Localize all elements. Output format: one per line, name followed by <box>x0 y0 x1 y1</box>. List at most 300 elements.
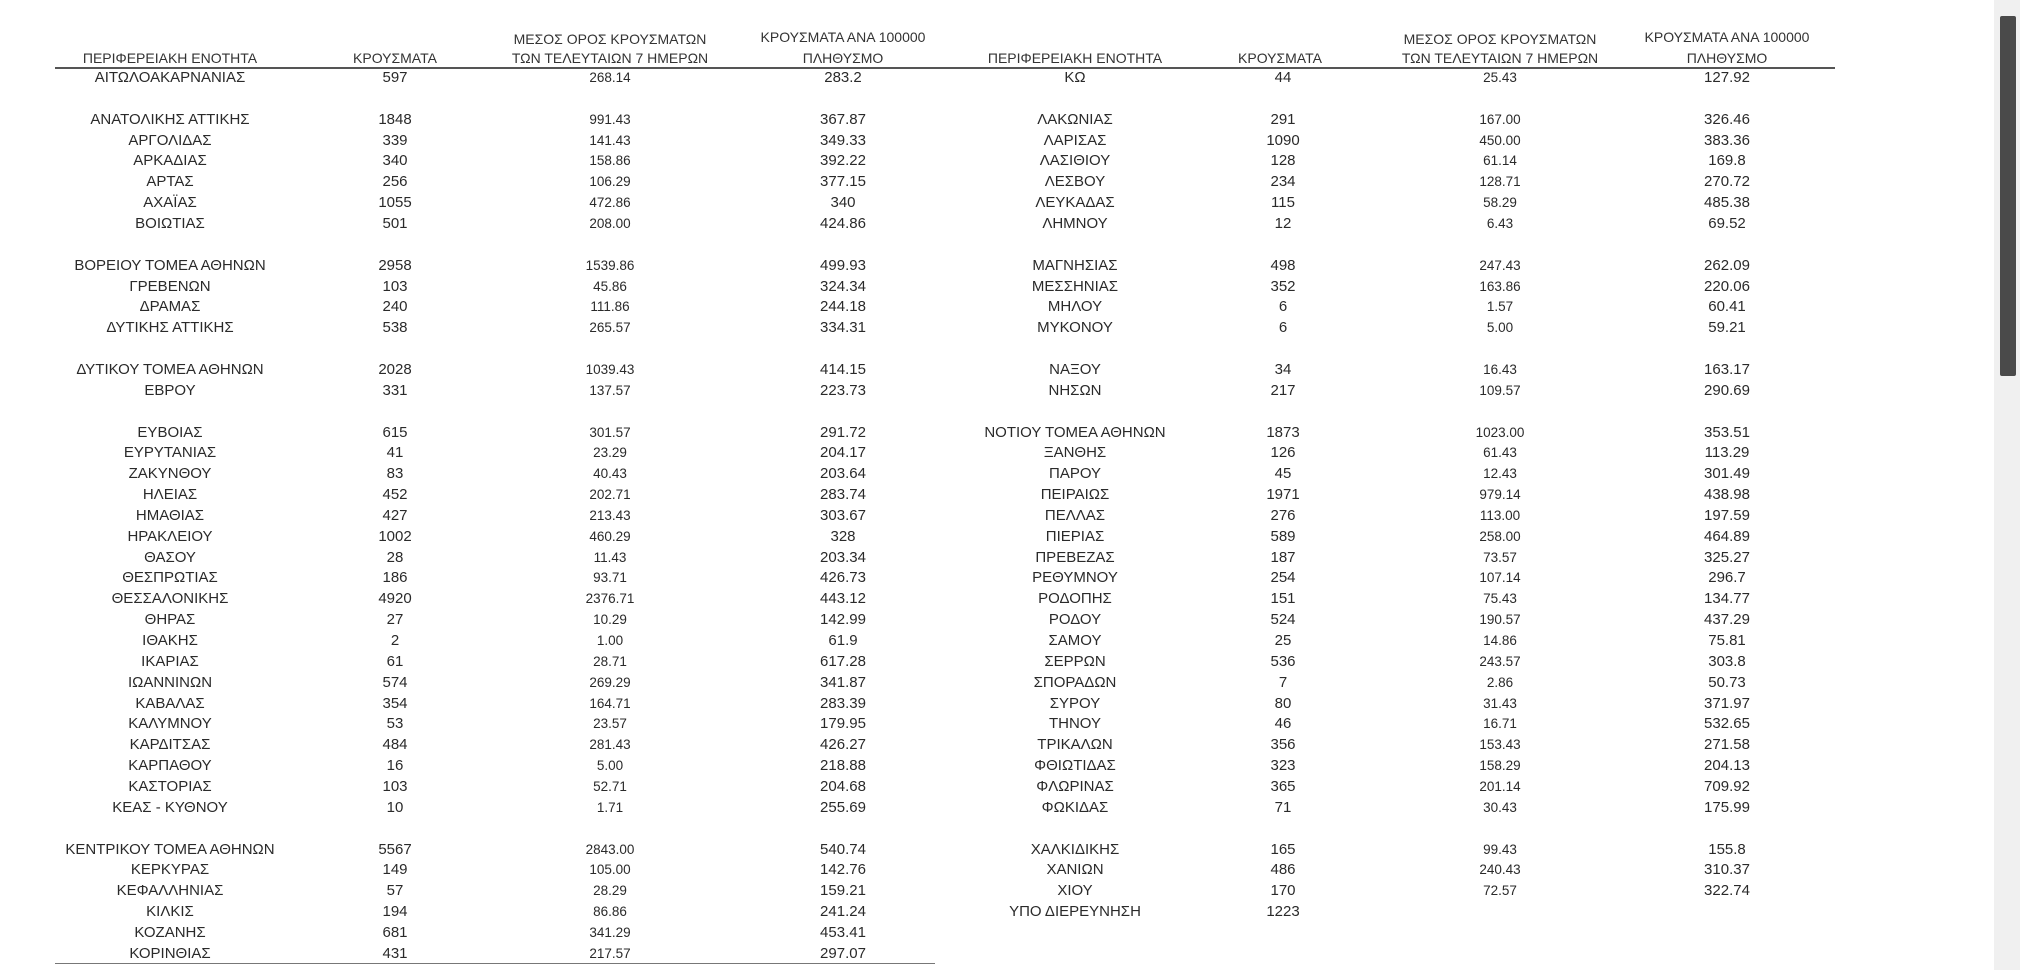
table-cell-region: ΣΑΜΟΥ <box>1048 632 1102 649</box>
table-cell-per100k: 426.27 <box>820 736 866 754</box>
table-cell-per100k: 175.99 <box>1704 798 1750 816</box>
table-cell-cases: 2 <box>390 632 400 649</box>
table-cell-region: ΑΡΤΑΣ <box>146 173 194 191</box>
table-cell-per100k: 367.87 <box>820 110 866 128</box>
table-cell-cases: 339 <box>382 131 408 149</box>
table-cell-cases: 27 <box>386 611 404 629</box>
table-cell-region: ΑΙΤΩΛΟΑΚΑΡΝΑΝΙΑΣ <box>94 69 246 86</box>
table-cell-per100k: 392.22 <box>820 152 866 170</box>
table-cell-avg7: 341.29 <box>589 924 631 940</box>
scrollbar-track[interactable] <box>1994 0 2020 970</box>
table-cell-per100k: 326.46 <box>1704 110 1750 128</box>
table-cell-per100k: 204.17 <box>820 444 866 462</box>
table-cell-region: ΚΩ <box>1064 69 1086 86</box>
table-cell-per100k: 271.58 <box>1704 736 1750 754</box>
table-cell-per100k: 203.34 <box>820 548 866 566</box>
table-cell-avg7: 31.43 <box>1483 695 1517 711</box>
table-cell-cases: 46 <box>1274 715 1292 733</box>
table-cell-per100k: 322.74 <box>1704 882 1750 900</box>
table-cell-region: ΙΘΑΚΗΣ <box>142 632 198 649</box>
table-cell-avg7: 107.14 <box>1479 570 1521 586</box>
table-cell-per100k: 60.41 <box>1708 298 1746 316</box>
table-cell-avg7: 106.29 <box>589 174 631 190</box>
table-cell-per100k: 75.81 <box>1708 632 1746 649</box>
table-cell-region: ΠΕΙΡΑΙΩΣ <box>1040 486 1110 503</box>
table-cell-avg7: 258.00 <box>1479 528 1521 544</box>
table-cell-avg7: 1.57 <box>1486 299 1514 315</box>
table-cell-region: ΦΛΩΡΙΝΑΣ <box>1036 777 1114 795</box>
table-cell-avg7: 153.43 <box>1479 737 1521 753</box>
table-cell-per100k: 532.65 <box>1704 715 1750 733</box>
table-cell-region: ΦΘΙΩΤΙΔΑΣ <box>1034 757 1116 775</box>
table-cell-region: ΔΥΤΙΚΗΣ ΑΤΤΙΚΗΣ <box>106 319 234 337</box>
table-cell-per100k: 179.95 <box>820 715 866 733</box>
table-cell-avg7: 201.14 <box>1479 778 1521 794</box>
table-cell-cases: 115 <box>1271 194 1295 212</box>
table-cell-avg7: 301.57 <box>589 424 631 440</box>
table-cell-region: ΠΡΕΒΕΖΑΣ <box>1035 548 1115 566</box>
table-cell-avg7: 2843.00 <box>585 841 635 857</box>
table-cell-per100k: 453.41 <box>820 923 866 941</box>
table-cell-cases: 254 <box>1270 569 1296 587</box>
table-cell-avg7: 72.57 <box>1483 883 1517 899</box>
table-cell-region: ΘΕΣΠΡΩΤΙΑΣ <box>122 569 218 587</box>
table-cell-cases: 452 <box>382 486 408 503</box>
table-cell-per100k: 127.92 <box>1704 69 1750 86</box>
table-cell-per100k: 325.27 <box>1704 548 1750 566</box>
table-cell-region: ΧΑΝΙΩΝ <box>1046 861 1104 879</box>
table-cell-cases: 165 <box>1270 840 1296 858</box>
table-cell-avg7: 164.71 <box>589 695 631 711</box>
table-cell-per100k: 69.52 <box>1708 215 1746 232</box>
table-cell-region: ΚΑΡΠΑΘΟΥ <box>128 757 212 775</box>
table-cell-cases: 128 <box>1270 152 1296 170</box>
table-cell-cases: 331 <box>382 381 408 399</box>
table-cell-cases: 126 <box>1270 444 1296 462</box>
header-cases-right: ΚΡΟΥΣΜΑΤΑ <box>1238 50 1322 66</box>
table-cell-region: ΕΥΡΥΤΑΝΙΑΣ <box>123 444 217 462</box>
table-cell-avg7: 281.43 <box>589 737 631 753</box>
table-cell-region: ΤΡΙΚΑΛΩΝ <box>1037 736 1113 754</box>
table-cell-region: ΑΡΓΟΛΙΔΑΣ <box>128 131 212 149</box>
table-cell-per100k: 283.74 <box>820 486 866 503</box>
table-cell-region: ΡΟΔΟΥ <box>1048 611 1102 629</box>
table-cell-region: ΒΟΙΩΤΙΑΣ <box>135 215 205 232</box>
table-cell-avg7: 28.29 <box>593 883 627 899</box>
table-cell-avg7: 217.57 <box>589 945 631 961</box>
table-cell-region: ΣΕΡΡΩΝ <box>1044 652 1106 670</box>
table-cell-avg7: 208.00 <box>589 216 631 231</box>
table-cell-region: ΘΑΣΟΥ <box>144 548 196 566</box>
table-cell-avg7: 450.00 <box>1479 132 1521 148</box>
table-cell-avg7: 30.43 <box>1483 799 1517 815</box>
table-cell-per100k: 296.7 <box>1708 569 1746 587</box>
table-cell-cases: 234 <box>1270 173 1296 191</box>
table-cell-region: ΦΩΚΙΔΑΣ <box>1041 798 1109 816</box>
table-cell-avg7: 1539.86 <box>585 257 635 273</box>
table-cell-cases: 681 <box>382 923 408 941</box>
table-cell-per100k: 113.29 <box>1704 444 1750 462</box>
table-cell-cases: 187 <box>1270 548 1296 566</box>
table-cell-avg7: 52.71 <box>593 778 627 794</box>
table-cell-cases: 149 <box>382 861 408 879</box>
table-cell-avg7: 16.43 <box>1483 361 1517 377</box>
table-cell-region: ΑΝΑΤΟΛΙΚΗΣ ΑΤΤΙΚΗΣ <box>90 110 250 128</box>
table-cell-avg7: 73.57 <box>1483 549 1517 565</box>
table-cell-region: ΛΑΚΩΝΙΑΣ <box>1037 110 1113 128</box>
table-cell-avg7: 247.43 <box>1479 257 1521 273</box>
table-cell-per100k: 540.74 <box>820 840 866 858</box>
table-cell-region: ΡΟΔΟΠΗΣ <box>1038 590 1112 608</box>
table-cell-region: ΚΕΦΑΛΛΗΝΙΑΣ <box>116 882 224 900</box>
table-cell-region: ΓΡΕΒΕΝΩΝ <box>129 277 211 295</box>
table-cell-per100k: 159.21 <box>820 882 866 900</box>
table-cell-cases: 597 <box>382 69 408 86</box>
table-cell-avg7: 5.00 <box>1486 320 1514 336</box>
table-cell-cases: 354 <box>382 694 408 712</box>
table-cell-cases: 41 <box>386 444 404 462</box>
table-cell-region: ΠΑΡΟΥ <box>1048 465 1102 483</box>
table-cell-avg7: 190.57 <box>1479 612 1521 628</box>
table-cell-avg7: 86.86 <box>593 904 627 919</box>
header-avg7-left-line1: ΜΕΣΟΣ ΟΡΟΣ ΚΡΟΥΣΜΑΤΩΝ <box>513 31 707 47</box>
table-cell-avg7: 10.29 <box>593 612 627 628</box>
table-cell-avg7: 1039.43 <box>585 361 635 377</box>
table-cell-per100k: 134.77 <box>1704 590 1750 608</box>
table-cell-per100k: 290.69 <box>1704 381 1750 399</box>
table-cell-region: ΣΠΟΡΑΔΩΝ <box>1033 673 1117 691</box>
table-cell-cases: 240 <box>382 298 408 316</box>
table-cell-region: ΧΙΟΥ <box>1057 882 1093 900</box>
table-cell-per100k: 438.98 <box>1704 486 1750 503</box>
table-cell-region: ΛΑΣΙΘΙΟΥ <box>1039 152 1111 170</box>
table-cell-region: ΚΕΡΚΥΡΑΣ <box>130 861 210 879</box>
table-cell-avg7: 167.00 <box>1479 111 1521 127</box>
table-cell-per100k: 270.72 <box>1704 173 1750 191</box>
table-cell-cases: 12 <box>1274 215 1292 232</box>
table-cell-cases: 71 <box>1274 798 1292 816</box>
table-cell-region: ΤΗΝΟΥ <box>1048 715 1102 733</box>
table-cell-cases: 589 <box>1270 527 1296 545</box>
table-cell-avg7: 1023.00 <box>1475 424 1525 440</box>
table-cell-cases: 28 <box>386 548 404 566</box>
table-cell-per100k: 61.9 <box>828 632 858 649</box>
table-cell-region: ΚΑΣΤΟΡΙΑΣ <box>128 777 212 795</box>
table-cell-avg7: 240.43 <box>1479 862 1521 878</box>
table-cell-region: ΛΕΣΒΟΥ <box>1044 173 1106 191</box>
table-cell-avg7: 141.43 <box>589 132 631 148</box>
table-cell-cases: 6 <box>1278 319 1288 337</box>
table-cell-cases: 16 <box>386 757 404 775</box>
header-avg7-right-line2: ΤΩΝ ΤΕΛΕΥΤΑΙΩΝ 7 ΗΜΕΡΩΝ <box>1401 50 1599 66</box>
table-cell-per100k: 499.93 <box>820 256 866 274</box>
table-cell-region: ΙΩΑΝΝΙΝΩΝ <box>127 673 213 691</box>
table-cell-region: ΚΟΡΙΝΘΙΑΣ <box>129 944 211 962</box>
table-cell-per100k: 169.8 <box>1708 152 1746 170</box>
table-cell-region: ΗΛΕΙΑΣ <box>142 486 198 503</box>
table-cell-cases: 352 <box>1270 277 1296 295</box>
table-cell-cases: 524 <box>1270 611 1296 629</box>
table-cell-per100k: 414.15 <box>820 360 866 378</box>
table-cell-per100k: 218.88 <box>820 757 866 775</box>
table-cell-cases: 427 <box>382 506 408 524</box>
table-cell-avg7: 105.00 <box>589 862 631 878</box>
table-cell-region: ΚΑΒΑΛΑΣ <box>135 694 205 712</box>
table-cell-region: ΖΑΚΥΝΘΟΥ <box>128 465 212 483</box>
table-cell-avg7: 991.43 <box>589 111 631 127</box>
table-cell-cases: 53 <box>386 715 404 733</box>
table-cell-per100k: 197.59 <box>1704 506 1750 524</box>
table-cell-cases: 186 <box>382 569 408 587</box>
table-cell-per100k: 291.72 <box>820 423 866 441</box>
table-cell-cases: 340 <box>382 152 408 170</box>
table-cell-per100k: 485.38 <box>1704 194 1750 212</box>
table-cell-region: ΘΗΡΑΣ <box>144 611 196 629</box>
table-cell-region: ΥΠΟ ΔΙΕΡΕΥΝΗΣΗ <box>1009 903 1141 920</box>
table-cell-cases: 7 <box>1278 673 1288 691</box>
table-cell-cases: 10 <box>386 798 404 816</box>
table-cell-region: ΜΑΓΝΗΣΙΑΣ <box>1032 256 1118 274</box>
table-cell-avg7: 1.71 <box>596 799 624 815</box>
table-cell-per100k: 340 <box>830 194 856 212</box>
table-cell-per100k: 244.18 <box>820 298 866 316</box>
header-per100k-right-line2: ΠΛΗΘΥΣΜΟ <box>1686 50 1768 66</box>
table-cell-region: ΜΕΣΣΗΝΙΑΣ <box>1031 277 1119 295</box>
table-cell-region: ΚΑΡΔΙΤΣΑΣ <box>129 736 211 754</box>
table-cell-cases: 501 <box>382 215 408 232</box>
table-cell-cases: 538 <box>382 319 408 337</box>
table-cell-region: ΕΥΒΟΙΑΣ <box>137 423 203 441</box>
table-cell-cases: 1055 <box>378 194 412 212</box>
table-cell-avg7: 109.57 <box>1479 382 1521 398</box>
table-cell-avg7: 45.86 <box>593 278 627 294</box>
table-cell-avg7: 1.00 <box>596 633 624 648</box>
table-cell-per100k: 142.76 <box>820 861 866 879</box>
table-cell-avg7: 23.57 <box>593 716 627 732</box>
table-cell-per100k: 617.28 <box>820 652 866 670</box>
table-cell-region: ΗΡΑΚΛΕΙΟΥ <box>127 527 213 545</box>
table-cell-region: ΣΥΡΟΥ <box>1049 694 1101 712</box>
table-cell-avg7: 23.29 <box>593 445 627 461</box>
table-cell-per100k: 437.29 <box>1704 611 1750 629</box>
table-cell-cases: 1848 <box>378 110 412 128</box>
table-cell-per100k: 203.64 <box>820 465 866 483</box>
table-cell-per100k: 464.89 <box>1704 527 1750 545</box>
table-cell-per100k: 283.39 <box>820 694 866 712</box>
table-cell-avg7: 137.57 <box>589 382 631 398</box>
table-cell-per100k: 377.15 <box>820 173 866 191</box>
table-cell-region: ΝΑΞΟΥ <box>1049 360 1101 378</box>
table-cell-cases: 1090 <box>1266 131 1300 149</box>
table-cell-avg7: 16.71 <box>1483 716 1517 732</box>
table-cell-cases: 103 <box>382 277 408 295</box>
scrollbar-thumb[interactable] <box>2000 16 2016 376</box>
table-cell-cases: 2958 <box>378 256 412 274</box>
table-cell-avg7: 61.43 <box>1483 445 1517 461</box>
table-cell-per100k: 303.67 <box>820 506 866 524</box>
table-cell-cases: 217 <box>1270 381 1296 399</box>
table-cell-cases: 1971 <box>1266 486 1300 503</box>
table-cell-per100k: 59.21 <box>1708 319 1746 337</box>
table-cell-per100k: 220.06 <box>1704 277 1750 295</box>
table-cell-cases: 1002 <box>378 527 412 545</box>
table-cell-region: ΚΟΖΑΝΗΣ <box>134 923 206 941</box>
table-cell-region: ΧΑΛΚΙΔΙΚΗΣ <box>1030 840 1120 858</box>
table-cell-region: ΚΑΛΥΜΝΟΥ <box>128 715 212 733</box>
table-cell-per100k: 50.73 <box>1708 673 1746 691</box>
table-cell-region: ΝΗΣΩΝ <box>1048 381 1102 399</box>
table-cell-avg7: 202.71 <box>589 487 631 502</box>
header-per100k-left-line1: ΚΡΟΥΣΜΑΤΑ ΑΝΑ 100000 <box>760 29 926 45</box>
table-cell-avg7: 58.29 <box>1483 195 1517 211</box>
table-cell-avg7: 99.43 <box>1483 841 1517 857</box>
table-cell-avg7: 2376.71 <box>585 591 635 607</box>
table-cell-per100k: 371.97 <box>1704 694 1750 712</box>
table-cell-cases: 498 <box>1270 256 1296 274</box>
table-cell-region: ΑΧΑΪΑΣ <box>143 194 197 212</box>
table-cell-per100k: 255.69 <box>820 798 866 816</box>
table-cell-avg7: 28.71 <box>593 653 627 669</box>
table-cell-avg7: 979.14 <box>1479 487 1521 502</box>
table-cell-cases: 486 <box>1270 861 1296 879</box>
table-cell-region: ΔΥΤΙΚΟΥ ΤΟΜΕΑ ΑΘΗΝΩΝ <box>76 360 264 378</box>
table-cell-avg7: 269.29 <box>589 674 631 690</box>
table-cell-region: ΛΑΡΙΣΑΣ <box>1043 131 1107 149</box>
table-cell-per100k: 324.34 <box>820 277 866 295</box>
table-cell-avg7: 40.43 <box>593 466 627 482</box>
table-cell-per100k: 303.8 <box>1708 652 1746 670</box>
table-cell-cases: 170 <box>1270 882 1296 900</box>
table-cell-per100k: 262.09 <box>1704 256 1750 274</box>
table-cell-cases: 276 <box>1270 506 1296 524</box>
table-cell-per100k: 223.73 <box>820 381 866 399</box>
table-cell-avg7: 243.57 <box>1479 653 1521 669</box>
table-cell-region: ΑΡΚΑΔΙΑΣ <box>133 152 207 170</box>
table-cell-cases: 45 <box>1274 465 1292 483</box>
table-cell-avg7: 12.43 <box>1483 466 1517 482</box>
table-cell-avg7: 11.43 <box>593 549 627 565</box>
table-cell-per100k: 341.87 <box>820 673 866 691</box>
table-cell-cases: 6 <box>1278 298 1288 316</box>
table-cell-cases: 484 <box>382 736 408 754</box>
table-cell-region: ΜΗΛΟΥ <box>1047 298 1103 316</box>
table-cell-region: ΠΕΛΛΑΣ <box>1044 506 1106 524</box>
table-cell-cases: 256 <box>382 173 408 191</box>
table-cell-per100k: 155.8 <box>1708 840 1746 858</box>
table-cell-avg7: 128.71 <box>1479 174 1521 190</box>
table-cell-region: ΕΒΡΟΥ <box>144 381 196 399</box>
table-cell-cases: 57 <box>386 882 404 900</box>
table-cell-per100k: 310.37 <box>1704 861 1750 879</box>
table-cell-per100k: 383.36 <box>1704 131 1750 149</box>
table-cell-per100k: 443.12 <box>820 590 866 608</box>
table-cell-region: ΜΥΚΟΝΟΥ <box>1037 319 1113 337</box>
table-cell-per100k: 424.86 <box>820 215 866 232</box>
table-cell-cases: 1873 <box>1266 423 1300 441</box>
table-cell-per100k: 426.73 <box>820 569 866 587</box>
table-cell-avg7: 61.14 <box>1483 153 1517 169</box>
table-cell-per100k: 349.33 <box>820 131 866 149</box>
table-cell-cases: 574 <box>382 673 408 691</box>
table-cell-per100k: 353.51 <box>1704 423 1750 441</box>
table-cell-region: ΡΕΘΥΜΝΟΥ <box>1032 569 1118 587</box>
header-per100k-left-line2: ΠΛΗΘΥΣΜΟ <box>802 50 884 66</box>
table-cell-region: ΛΕΥΚΑΔΑΣ <box>1035 194 1115 212</box>
table-cell-cases: 44 <box>1274 69 1292 86</box>
table-cell-avg7: 14.86 <box>1483 633 1517 648</box>
table-cell-cases: 5567 <box>378 840 412 858</box>
table-cell-region: ΚΕΑΣ - ΚΥΘΝΟΥ <box>112 798 228 816</box>
table-cell-cases: 431 <box>382 944 408 962</box>
table-cell-per100k: 334.31 <box>820 319 866 337</box>
table-cell-cases: 323 <box>1270 757 1296 775</box>
table-cell-per100k: 328 <box>830 527 856 545</box>
table-cell-per100k: 241.24 <box>820 903 866 920</box>
table-cell-per100k: 709.92 <box>1704 777 1750 795</box>
table-cell-per100k: 142.99 <box>820 611 866 629</box>
table-cell-cases: 61 <box>386 652 404 670</box>
table-cell-avg7: 158.86 <box>589 153 631 169</box>
table-cell-avg7: 472.86 <box>589 195 631 211</box>
table-cell-cases: 2028 <box>378 360 412 378</box>
table-cell-cases: 536 <box>1270 652 1296 670</box>
table-cell-avg7: 5.00 <box>596 758 624 774</box>
table-cell-cases: 291 <box>1270 110 1296 128</box>
table-cell-region: ΒΟΡΕΙΟΥ ΤΟΜΕΑ ΑΘΗΝΩΝ <box>74 256 266 274</box>
table-cell-avg7: 6.43 <box>1486 216 1514 231</box>
table-cell-region: ΝΟΤΙΟΥ ΤΟΜΕΑ ΑΘΗΝΩΝ <box>984 423 1166 441</box>
table-cell-per100k: 283.2 <box>824 69 862 86</box>
table-cell-avg7: 460.29 <box>589 528 631 544</box>
footer-rule <box>55 963 935 964</box>
table-cell-avg7: 75.43 <box>1483 591 1517 607</box>
table-cell-avg7: 2.86 <box>1486 674 1514 690</box>
table-cell-region: ΔΡΑΜΑΣ <box>139 298 201 316</box>
table-cell-avg7: 93.71 <box>593 570 627 586</box>
table-cell-cases: 365 <box>1270 777 1296 795</box>
table-cell-avg7: 158.29 <box>1479 758 1521 774</box>
header-avg7-right-line1: ΜΕΣΟΣ ΟΡΟΣ ΚΡΟΥΣΜΑΤΩΝ <box>1403 31 1597 47</box>
table-cell-region: ΛΗΜΝΟΥ <box>1042 215 1108 232</box>
table-cell-cases: 151 <box>1270 590 1296 608</box>
header-rule <box>55 67 1835 69</box>
table-cell-avg7: 111.86 <box>590 299 630 315</box>
table-cell-cases: 80 <box>1274 694 1292 712</box>
table-cell-cases: 25 <box>1274 632 1292 649</box>
header-region-right: ΠΕΡΙΦΕΡΕΙΑΚΗ ΕΝΟΤΗΤΑ <box>987 50 1163 66</box>
table-cell-region: ΚΕΝΤΡΙΚΟΥ ΤΟΜΕΑ ΑΘΗΝΩΝ <box>65 840 275 858</box>
table-cell-avg7: 213.43 <box>589 507 631 523</box>
table-cell-cases: 103 <box>382 777 408 795</box>
header-cases-left: ΚΡΟΥΣΜΑΤΑ <box>353 50 437 66</box>
header-per100k-right-line1: ΚΡΟΥΣΜΑΤΑ ΑΝΑ 100000 <box>1644 29 1810 45</box>
table-cell-per100k: 301.49 <box>1704 465 1750 483</box>
table-cell-cases: 194 <box>382 903 408 920</box>
table-cell-region: ΠΙΕΡΙΑΣ <box>1045 527 1105 545</box>
header-region-left: ΠΕΡΙΦΕΡΕΙΑΚΗ ΕΝΟΤΗΤΑ <box>82 50 258 66</box>
table-cell-cases: 356 <box>1270 736 1296 754</box>
table-cell-region: ΗΜΑΘΙΑΣ <box>135 506 205 524</box>
table-cell-per100k: 297.07 <box>820 944 866 962</box>
table-cell-avg7: 25.43 <box>1483 70 1517 85</box>
table-cell-avg7: 113.00 <box>1479 507 1521 523</box>
header-avg7-left-line2: ΤΩΝ ΤΕΛΕΥΤΑΙΩΝ 7 ΗΜΕΡΩΝ <box>511 50 709 66</box>
table-cell-per100k: 204.13 <box>1704 757 1750 775</box>
table-cell-per100k: 163.17 <box>1704 360 1750 378</box>
table-cell-avg7: 268.14 <box>589 70 631 85</box>
table-cell-avg7: 265.57 <box>589 320 631 336</box>
table-cell-avg7: 163.86 <box>1479 278 1521 294</box>
